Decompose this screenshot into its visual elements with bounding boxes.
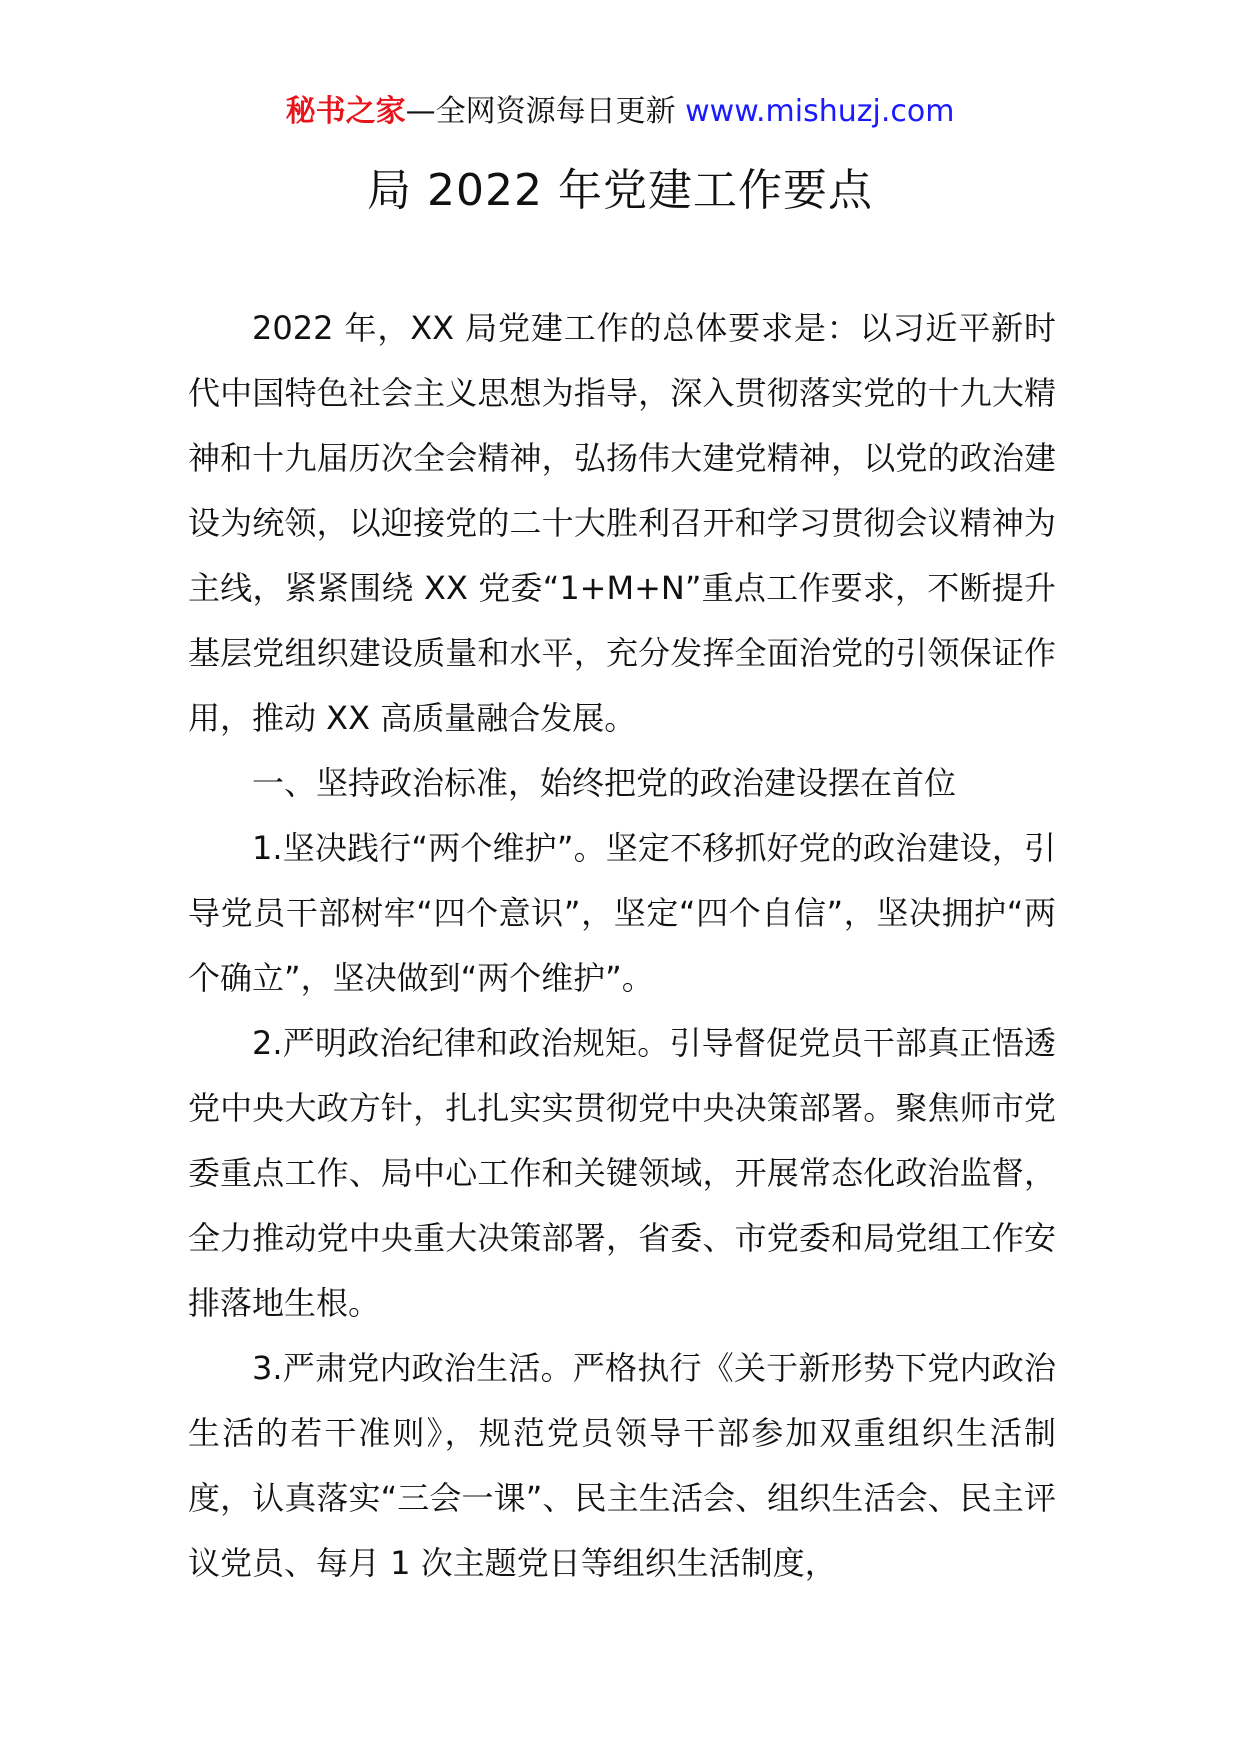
paragraph-item-2: 2.严明政治纪律和政治规矩。引导督促党员干部真正悟透党中央大政方针，扎扎实实贯彻党中央决策部署。聚焦师市党委重点工作、局中心工作和关键领域，开展常态化政治监督，全力推动党中央重大决策部署，省委、市党委和局党组工作安排落地生根。 <box>188 1024 1056 1322</box>
document-body <box>188 296 1056 1596</box>
brand-name: 秘书之家 <box>285 94 406 129</box>
paragraph-item-1: 1.坚决践行“两个维护”。坚定不移抓好党的政治建设，引导党员干部树牢“四个意识”，坚定“四个自信”，坚决拥护“两个确立”，坚决做到“两个维护”。 <box>188 829 1056 997</box>
section-heading-1: 一、坚持政治标准，始终把党的政治建设摆在首位 <box>252 764 957 802</box>
paragraph-item-3: 3.严肃党内政治生活。严格执行《关于新形势下党内政治生活的若干准则》，规范党员领导干部参加双重组织生活制度，认真落实“三会一课”、民主生活会、组织生活会、民主评议党员、每月 1 次主题党日等组织生活制度， <box>188 1349 1056 1582</box>
banner-tagline: —全网资源每日更新 <box>405 94 686 129</box>
document-title: 局 2022 年党建工作要点 <box>367 165 873 216</box>
site-banner <box>0 92 1240 132</box>
site-url-link[interactable]: www.mishuzj.com <box>685 94 955 129</box>
paragraph-intro: 2022 年，XX 局党建工作的总体要求是：以习近平新时代中国特色社会主义思想为指导，深入贯彻落实党的十九大精神和十九届历次全会精神，弘扬伟大建党精神，以党的政治建设为统领，以迎接党的二十大胜利召开和学习贯彻会议精神为主线，紧紧围绕 XX 党委“1+M+N”重点工作要求，不断提升基层党组织建设质量和水平，充分发挥全面治党的引领保证作用，推动 XX 高质量融合发展。 <box>188 309 1056 737</box>
